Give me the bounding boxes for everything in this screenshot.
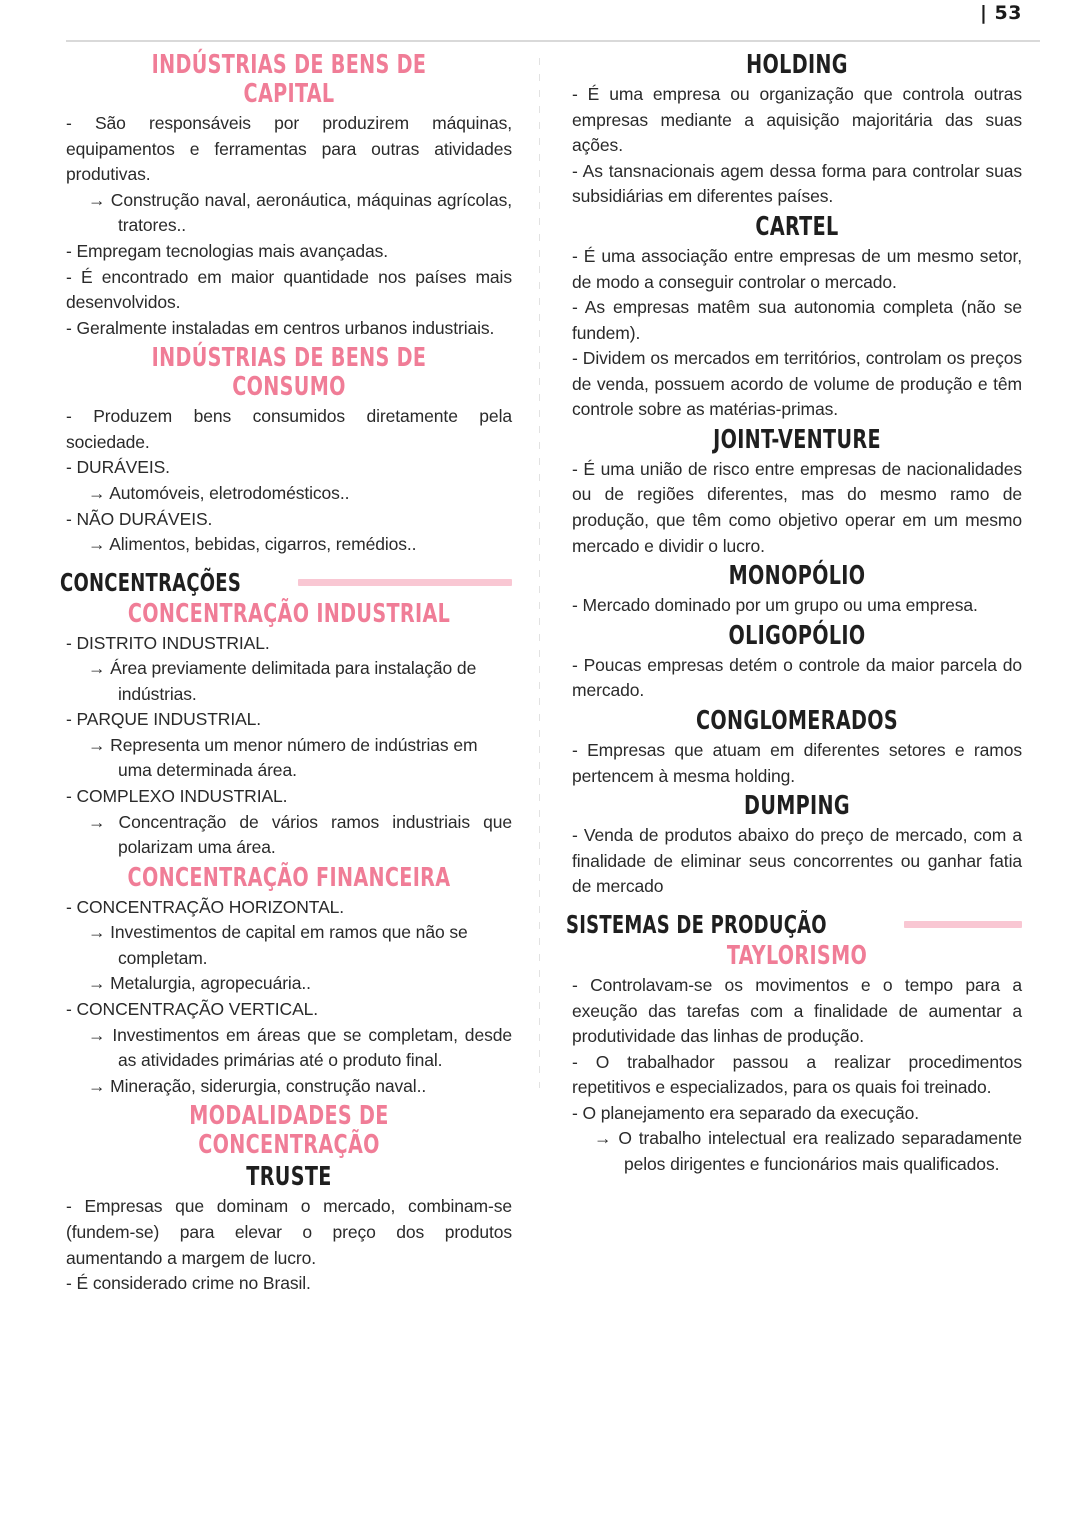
subsection-heading: JOINT-VENTURE (713, 424, 881, 455)
page-number: | 53 (980, 2, 1022, 24)
subsection-heading: CARTEL (755, 211, 839, 242)
bullet-line: - É uma empresa ou organização que controla outras empresas mediante a aquisição majoritária das suas ações. (572, 84, 1022, 156)
section-heading-label: CONCENTRAÇÕES (60, 567, 242, 597)
bullet-line: - DURÁVEIS. (66, 457, 170, 478)
sub-bullet-line: → Metalurgia, agropecuária.. (88, 973, 311, 994)
bullet-line: - Geralmente instaladas em centros urbanos industriais. (66, 317, 495, 338)
section-heading-rule (298, 579, 512, 586)
section-heading (566, 909, 1022, 939)
bullet-line: - Venda de produtos abaixo do preço de mercado, com a finalidade de eliminar seus concorrentes ou ganhar fatia de mercado (572, 825, 1022, 897)
subsection-heading: MODALIDADES DE CONCENTRAÇÃO (189, 1101, 389, 1161)
subsection-heading: CONCENTRAÇÃO INDUSTRIAL (127, 598, 451, 629)
bullet-line: - O trabalhador passou a realizar procedimentos repetitivos e especializados, para os quais foi treinado. (572, 1051, 1022, 1098)
bullet-line: - As empresas matêm sua autonomia completa (não se fundem). (572, 297, 1022, 343)
sub-bullet-line: → Investimentos de capital em ramos que não se completam. (88, 922, 468, 968)
bullet-line: - Empregam tecnologias mais avançadas. (66, 240, 389, 261)
section-heading (60, 567, 512, 597)
sub-bullet-line: → Representa um menor número de indústrias em uma determinada área. (88, 734, 478, 781)
sub-bullet-line: → Concentração de vários ramos industriais que polarizam uma área. (88, 811, 512, 858)
bullet-line: - PARQUE INDUSTRIAL. (66, 709, 262, 730)
section-heading-label: SISTEMAS DE PRODUÇÃO (566, 909, 827, 939)
sub-bullet-line: → Automóveis, eletrodomésticos.. (88, 483, 350, 503)
subsection-heading: CONGLOMERADOS (695, 705, 899, 736)
bullet-line: - Poucas empresas detém o controle da maior parcela do mercado. (572, 654, 1022, 701)
bullet-line: - Empresas que dominam o mercado, combinam-se (fundem-se) para elevar o preço dos produtos aumentando a margem de lucro. (66, 1196, 512, 1268)
bullet-line: - Dividem os mercados em territórios, controlam os preços de venda, possuem acordo de volume de produção e têm controle sobre as matérias-primas. (572, 348, 1022, 420)
left-column (40, 48, 520, 1297)
bullet-line: - CONCENTRAÇÃO HORIZONTAL. (66, 896, 345, 917)
bullet-line: - CONCENTRAÇÃO VERTICAL. (66, 998, 319, 1019)
bullet-line: - Produzem bens consumidos diretamente pela sociedade. (66, 406, 512, 452)
subsection-heading: INDÚSTRIAS DE BENS DE CAPITAL (151, 50, 427, 110)
bullet-line: - COMPLEXO INDUSTRIAL. (66, 786, 288, 807)
sub-bullet-line: → Construção naval, aeronáutica, máquinas agrícolas, tratores.. (88, 189, 512, 236)
sub-bullet-line: → Alimentos, bebidas, cigarros, remédios.. (88, 534, 417, 555)
subsection-heading: HOLDING (746, 50, 848, 80)
bullet-line: - Mercado dominado por um grupo ou uma empresa. (572, 595, 978, 616)
bullet-line: - É uma associação entre empresas de um mesmo setor, de modo a conseguir controlar o mercado. (572, 245, 1022, 292)
bullet-line: - NÃO DURÁVEIS. (66, 508, 213, 529)
page-header (40, 0, 1040, 42)
bullet-line: - O planejamento era separado da execução. (572, 1102, 919, 1123)
bullet-line: - DISTRITO INDUSTRIAL. (66, 632, 270, 653)
subsection-heading: TAYLORISMO (726, 940, 868, 971)
bullet-line: - É uma união de risco entre empresas de nacionalidades ou de regiões diferentes, mas do mesmo ramo de produção, que têm como objetivo operar em um mesmo mercado e dividir o lucro. (572, 458, 1022, 556)
sub-bullet-line: → Área previamente delimitada para instalação de indústrias. (88, 658, 477, 704)
bullet-line: - As tansnacionais agem dessa forma para controlar suas subsidiárias em diferentes países. (572, 160, 1022, 207)
sub-bullet-line: → Mineração, siderurgia, construção naval.. (88, 1075, 427, 1096)
right-column (560, 48, 1040, 1177)
subsection-heading: MONOPÓLIO (728, 561, 866, 592)
subsection-heading: TRUSTE (246, 1162, 332, 1193)
sub-bullet-line: → Investimentos em áreas que se completam, desde as atividades primárias até o produto final. (88, 1024, 512, 1071)
subsection-heading: CONCENTRAÇÃO FINANCEIRA (127, 862, 451, 893)
subsection-heading: OLIGOPÓLIO (728, 620, 866, 651)
two-column-layout (40, 42, 1040, 1297)
bullet-line: - Controlavam-se os movimentos e o tempo para a exeução das tarefas com a finalidade de aumentar a produtividade das linhas de produção. (572, 975, 1022, 1047)
subsection-heading: INDÚSTRIAS DE BENS DE CONSUMO (151, 343, 427, 403)
bullet-line: - São responsáveis por produzirem máquinas, equipamentos e ferramentas para outras atividades produtivas. (66, 113, 512, 185)
section-heading-rule (904, 921, 1022, 928)
bullet-line: - Empresas que atuam em diferentes setores e ramos pertencem à mesma holding. (572, 740, 1022, 786)
bullet-line: - É considerado crime no Brasil. (66, 1273, 311, 1294)
bullet-line: - É encontrado em maior quantidade nos países mais desenvolvidos. (66, 266, 512, 313)
column-divider (539, 58, 540, 1088)
subsection-heading: DUMPING (744, 791, 850, 822)
sub-bullet-line: → O trabalho intelectual era realizado separadamente pelos dirigentes e funcionários mais qualificados. (594, 1128, 1022, 1174)
